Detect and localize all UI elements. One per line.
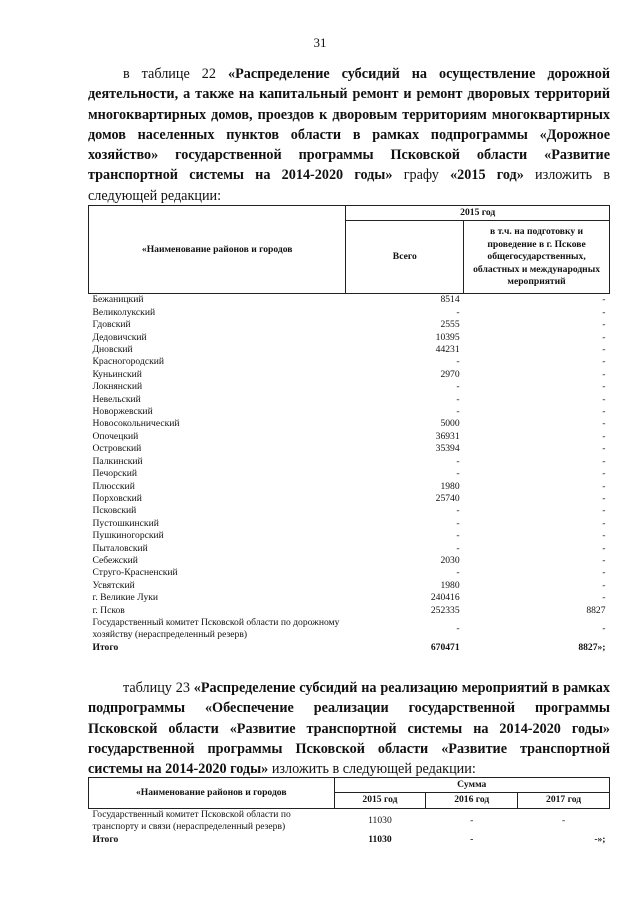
table-row xyxy=(89,406,610,418)
table-23-total-row xyxy=(89,834,610,846)
row-events: - xyxy=(602,393,606,405)
row-name: Пушкиногорский xyxy=(92,530,164,542)
para2-tail: изложить в следующей редакции: xyxy=(271,761,476,778)
row-name: Струго-Красненский xyxy=(92,567,178,579)
table-row xyxy=(89,344,610,356)
row-name: Локнянский xyxy=(92,381,143,393)
total-value-2017: -»; xyxy=(594,833,606,845)
header-year-2015-23: 2015 год xyxy=(334,793,426,808)
table-row xyxy=(89,493,610,505)
table-row xyxy=(89,617,610,642)
row-events: - xyxy=(602,505,606,517)
row-events: - xyxy=(602,492,606,504)
row-name: Невельский xyxy=(92,393,141,405)
row-total: 2970 xyxy=(440,368,460,380)
row-total: - xyxy=(456,306,460,318)
paragraph-table23-intro xyxy=(88,678,610,779)
row-total: - xyxy=(456,356,460,368)
table-row xyxy=(89,580,610,592)
table-row xyxy=(89,332,610,344)
table-row xyxy=(89,381,610,393)
row-total: 252335 xyxy=(430,604,460,616)
row-events: - xyxy=(602,418,606,430)
row-events: - xyxy=(602,319,606,331)
para1-lead: в таблице 22 xyxy=(123,66,216,82)
row-name: Пыталовский xyxy=(92,542,148,554)
row-events: - xyxy=(602,517,606,529)
table-row xyxy=(89,369,610,381)
table-row xyxy=(89,808,610,833)
table-row xyxy=(89,592,610,604)
row-name: Государственный комитет Псковской области по транспорту и связи (нераспределенный резерв) xyxy=(92,808,291,833)
header-district-name-23: «Наименование районов и городов xyxy=(89,778,335,809)
header-year-2015: 2015 год xyxy=(346,206,610,221)
row-total: - xyxy=(456,455,460,467)
row-name: Бежаницкий xyxy=(92,294,144,306)
row-total: - xyxy=(456,517,460,529)
table-row xyxy=(89,319,610,331)
row-total: - xyxy=(456,393,460,405)
row-name: Государственный комитет Псковской области по дорожному хозяйству (нераспределенный резерв) xyxy=(92,616,340,641)
header-district-name: «Наименование районов и городов xyxy=(89,206,346,294)
row-total: 240416 xyxy=(430,592,460,604)
row-events: - xyxy=(602,356,606,368)
table-row xyxy=(89,468,610,480)
row-name: г. Великие Луки xyxy=(92,592,159,604)
row-events: - xyxy=(602,592,606,604)
row-name: Новоржевский xyxy=(92,406,153,418)
header-year-2016-23: 2016 год xyxy=(426,793,518,808)
row-events: - xyxy=(602,344,606,356)
row-name: Усвятский xyxy=(92,579,135,591)
row-events: - xyxy=(602,306,606,318)
row-name: Куньинский xyxy=(92,368,142,380)
page-number: 31 xyxy=(313,35,327,50)
row-events: - xyxy=(602,294,606,306)
row-events: - xyxy=(602,430,606,442)
table-row xyxy=(89,307,610,319)
row-name: Островский xyxy=(92,443,142,455)
table-row xyxy=(89,543,610,555)
row-name: Палкинский xyxy=(92,455,143,467)
para1-column: «2015 год» xyxy=(450,167,524,184)
header-year-2017-23: 2017 год xyxy=(518,793,610,808)
row-total: 35394 xyxy=(435,443,460,455)
row-events: - xyxy=(602,480,606,492)
row-total: 44231 xyxy=(435,344,460,356)
row-total: - xyxy=(456,542,460,554)
row-total: 25740 xyxy=(435,492,460,504)
table-row xyxy=(89,518,610,530)
row-total: 8514 xyxy=(440,294,460,306)
table-row xyxy=(89,605,610,617)
table-row xyxy=(89,394,610,406)
row-name: Порховский xyxy=(92,492,142,504)
row-name: Великолукский xyxy=(92,306,156,318)
para2-lead: таблицу 23 xyxy=(123,680,190,696)
row-total: - xyxy=(456,468,460,480)
table-22-body xyxy=(89,294,610,642)
row-name: Дновский xyxy=(92,344,133,356)
row-name: Красногородский xyxy=(92,356,165,368)
table-row xyxy=(89,443,610,455)
row-total: - xyxy=(456,406,460,418)
row-name: Опочецкий xyxy=(92,430,139,442)
header-sum: Сумма xyxy=(334,778,609,793)
row-name: Дедовичский xyxy=(92,331,147,343)
row-events: - xyxy=(602,623,606,635)
row-name: Печорский xyxy=(92,468,138,480)
header-events-share: в т.ч. на подготовку и проведение в г. Пскове общегосударственных, областных и международных мероприятий xyxy=(464,221,610,294)
table-22-total-row xyxy=(89,642,610,654)
row-total: - xyxy=(456,530,460,542)
table-row xyxy=(89,356,610,368)
table-row xyxy=(89,481,610,493)
row-events: - xyxy=(602,567,606,579)
row-events: - xyxy=(602,542,606,554)
row-value-2016: - xyxy=(470,815,474,827)
row-total: - xyxy=(456,567,460,579)
paragraph-table22-intro xyxy=(88,64,610,206)
row-events: - xyxy=(602,406,606,418)
row-events: - xyxy=(602,368,606,380)
row-total: 5000 xyxy=(440,418,460,430)
para2-title: «Распределение субсидий на реализацию мероприятий в рамках подпрограммы «Обеспечение реализации государственной программы Псковской области «Развитие транспортной системы на 2014-2020 годы» государственной программы Псковской области «Развитие транспортной системы на 2014-2020 годы» xyxy=(88,680,610,778)
para1-tail: изложить в следующей редакции: xyxy=(88,167,611,204)
row-events: - xyxy=(602,579,606,591)
total-value: 670471 xyxy=(430,641,460,653)
table-row xyxy=(89,418,610,430)
row-events: - xyxy=(602,455,606,467)
row-total: 1980 xyxy=(440,480,460,492)
table-row xyxy=(89,505,610,517)
row-events: - xyxy=(602,331,606,343)
table-row xyxy=(89,530,610,542)
table-row xyxy=(89,567,610,579)
row-name: Себежский xyxy=(92,554,138,566)
row-value-2015: 11030 xyxy=(368,815,392,827)
table-row xyxy=(89,555,610,567)
row-total: 10395 xyxy=(435,331,460,343)
total-value-2016: - xyxy=(470,833,474,845)
para1-mid: графу xyxy=(403,167,439,184)
header-total: Всего xyxy=(346,221,464,294)
row-name: Плюсский xyxy=(92,480,135,492)
row-events: - xyxy=(602,443,606,455)
row-value-2017: - xyxy=(561,815,566,827)
table-row xyxy=(89,456,610,468)
row-events: - xyxy=(602,468,606,480)
table-row xyxy=(89,431,610,443)
total-label-23: Итого xyxy=(92,833,119,845)
row-name: Пустошкинский xyxy=(92,517,159,529)
row-events: - xyxy=(602,381,606,393)
row-total: - xyxy=(456,505,460,517)
row-name: г. Псков xyxy=(92,604,125,616)
total-label: Итого xyxy=(92,641,119,653)
row-name: Гдовский xyxy=(92,319,131,331)
row-events: - xyxy=(602,554,606,566)
total-value-2015: 11030 xyxy=(368,833,392,845)
row-name: Новосокольнический xyxy=(92,418,180,430)
row-total: 36931 xyxy=(435,430,460,442)
row-total: - xyxy=(456,381,460,393)
row-total: 1980 xyxy=(440,579,460,591)
row-total: 2555 xyxy=(440,319,460,331)
row-events: - xyxy=(602,530,606,542)
row-total: 2030 xyxy=(440,554,460,566)
table-22 xyxy=(88,205,610,654)
row-name: Псковский xyxy=(92,505,137,517)
row-total: - xyxy=(456,623,460,635)
table-row xyxy=(89,294,610,307)
total-events-value: 8827»; xyxy=(578,641,606,653)
row-events: 8827 xyxy=(586,604,606,616)
table-23 xyxy=(88,777,610,846)
para1-title: «Распределение субсидий на осуществление дорожной деятельности, а также на капитальный ремонт и ремонт дворовых территорий многоквартирных домов, проездов к дворовым территориям многоквартирных домов населенных пунктов области в рамках подпрограммы «Дорожное хозяйство» государственной программы Псковской области «Развитие транспортной системы на 2014-2020 годы» xyxy=(88,66,611,184)
